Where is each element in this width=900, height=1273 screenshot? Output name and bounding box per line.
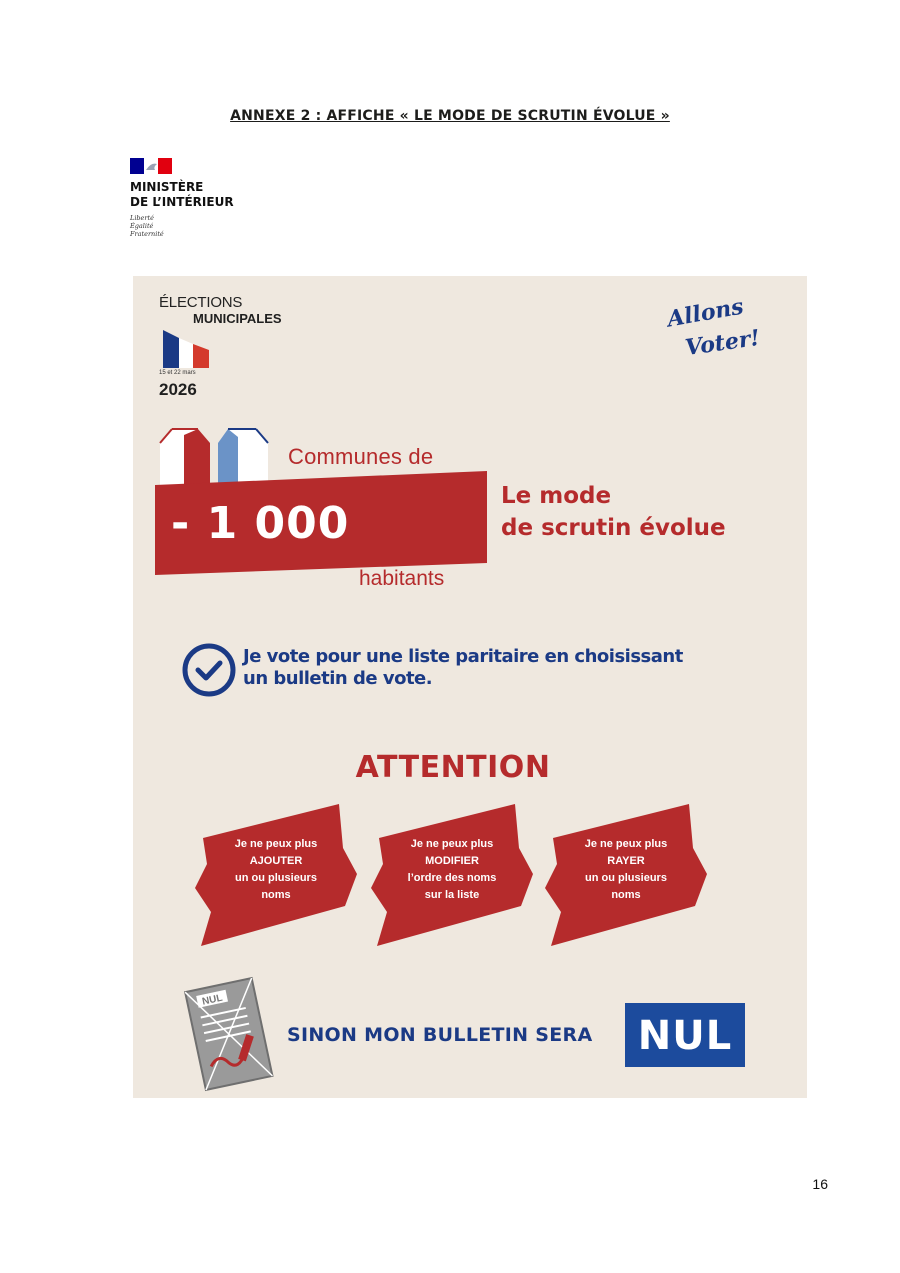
page-heading: ANNEXE 2 : AFFICHE « LE MODE DE SCRUTIN ÉVOLUE »	[230, 108, 670, 124]
ribbon-rayer	[541, 804, 711, 946]
ministry-name-line2: DE L’INTÉRIEUR	[130, 195, 234, 209]
threshold-number: - 1 000	[171, 498, 350, 549]
check-circle-icon	[181, 642, 237, 698]
ribbon-line: un ou plusieurs	[235, 872, 317, 884]
ribbon-action: MODIFIER	[425, 855, 479, 867]
ministry-name-line1: MINISTÈRE	[130, 180, 204, 194]
election-title: ÉLECTIONS	[159, 294, 243, 311]
election-year: 2026	[159, 380, 197, 399]
ribbon-text	[551, 836, 701, 904]
ribbon-text	[377, 836, 527, 904]
ribbon-line: Je ne peux plus	[234, 838, 318, 850]
election-logo	[159, 294, 319, 404]
motto-fraternite: Fraternité	[130, 230, 164, 238]
warning-text: SINON MON BULLETIN SERA	[287, 1024, 593, 1046]
attention-heading: ATTENTION	[355, 750, 551, 785]
ribbon-ajouter	[191, 804, 361, 946]
mode-title	[501, 480, 726, 544]
vote-line2: un bulletin de vote.	[243, 668, 433, 689]
motto-egalite: Égalité	[130, 222, 154, 230]
ribbon-modifier	[367, 804, 537, 946]
ribbon-line: noms	[611, 889, 641, 901]
election-poster	[133, 276, 807, 1098]
vote-line1: Je vote pour une liste paritaire en choisissant	[243, 646, 683, 667]
republic-motto	[130, 214, 234, 238]
republic-flag-icon	[130, 158, 172, 174]
mode-title-line1: Le mode	[501, 483, 612, 509]
election-subtitle: MUNICIPALES	[193, 311, 282, 326]
allons-voter-logo	[661, 293, 762, 366]
ministry-logo	[130, 158, 234, 238]
ribbon-line: un ou plusieurs	[585, 872, 667, 884]
slogan-line1: Allons	[665, 293, 746, 333]
habitants-label: habitants	[359, 567, 445, 590]
ribbon-text	[201, 836, 351, 904]
ribbon-line: l’ordre des noms	[407, 872, 497, 884]
slogan-line2: Voter!	[683, 324, 762, 362]
election-dates: 15 et 22 mars	[159, 370, 196, 376]
ribbon-line: noms	[261, 889, 291, 901]
mode-title-line2: de scrutin évolue	[501, 515, 726, 541]
flag-icon	[163, 330, 209, 368]
ribbon-line: Je ne peux plus	[410, 838, 494, 850]
ribbon-action: AJOUTER	[249, 855, 303, 867]
communes-label: Communes de	[288, 444, 434, 469]
ribbon-action: RAYER	[607, 855, 645, 867]
void-ballot-icon	[181, 976, 277, 1094]
ribbon-line: sur la liste	[424, 889, 480, 901]
ribbon-line: Je ne peux plus	[584, 838, 668, 850]
vote-instruction	[243, 646, 743, 690]
motto-liberte: Liberté	[130, 214, 154, 222]
page-number: 16	[812, 1176, 828, 1192]
ballot-label: NUL	[201, 992, 224, 1008]
nul-badge: NUL	[625, 1003, 745, 1067]
